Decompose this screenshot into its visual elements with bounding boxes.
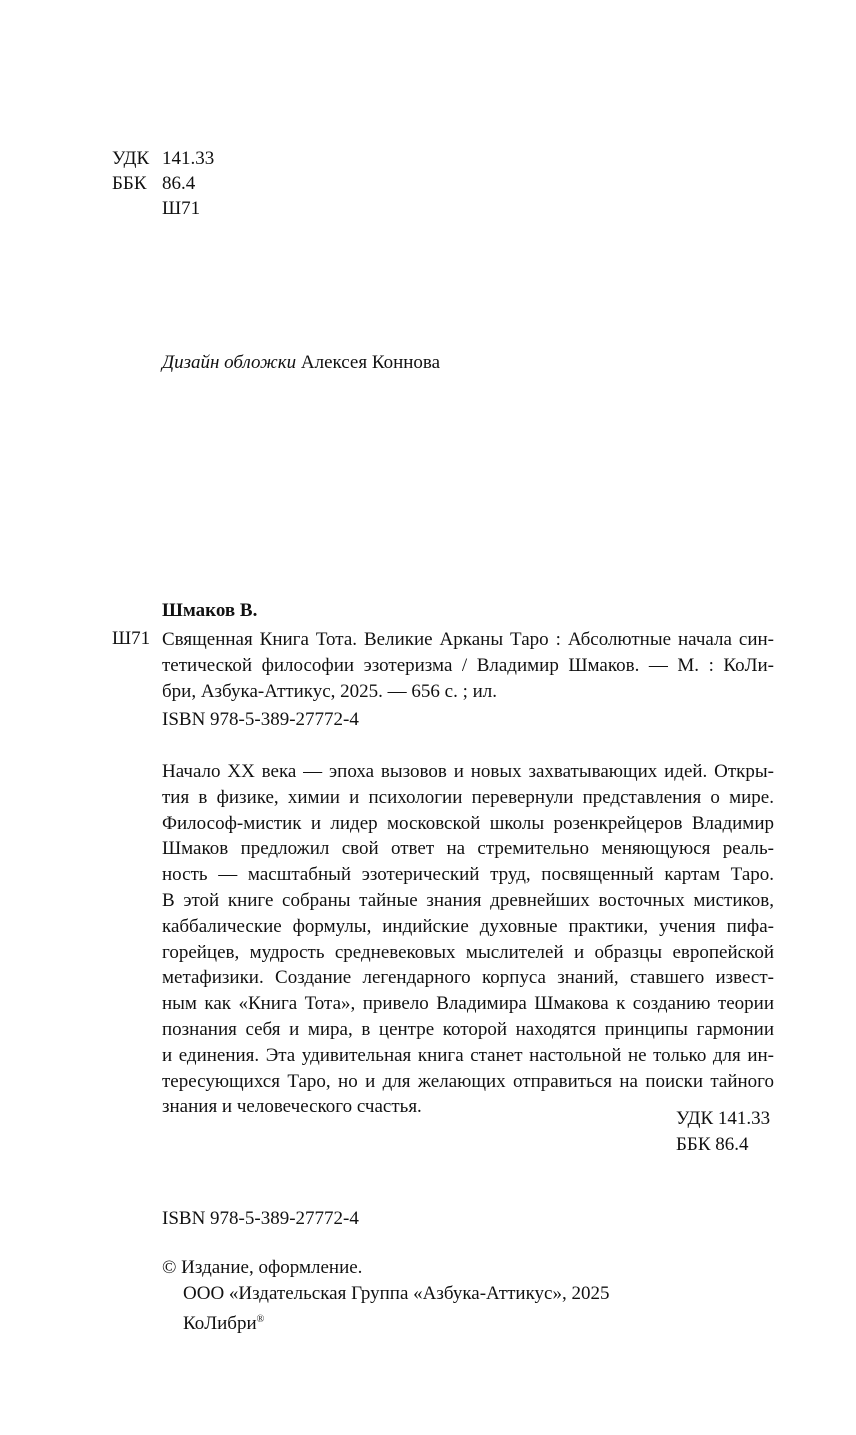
annotation-line: каббалические формулы, индийские духовные практики, учения пифа- bbox=[162, 915, 774, 937]
cover-credit-name: Алексея Коннова bbox=[300, 352, 441, 373]
author-heading: Шмаков В. bbox=[162, 600, 258, 621]
annotation-line: Философ-мистик и лидер московской школы розенкрейцеров Владимир bbox=[162, 812, 774, 834]
author-mark: Ш71 bbox=[162, 198, 201, 219]
bbk-value: 86.4 bbox=[162, 173, 196, 194]
annotation-line: метафизики. Создание легендарного корпуса знаний, ставшего извест- bbox=[162, 967, 774, 989]
description-line: тетической философии эзотеризма / Владимир Шмаков. — М. : КоЛи- bbox=[162, 654, 774, 676]
udk-label: УДК bbox=[112, 148, 150, 169]
annotation-line: тересующихся Таро, но и для желающих отправиться на поиски тайного bbox=[162, 1070, 774, 1092]
cover-credit-role: Дизайн обложки bbox=[162, 352, 297, 373]
udk-value: 141.33 bbox=[162, 148, 215, 169]
annotation-line: ность — масштабный эзотерический труд, посвященный картам Таро. bbox=[162, 864, 774, 886]
description-line: Священная Книга Тота. Великие Арканы Таро : Абсолютные начала син- bbox=[162, 629, 774, 650]
copyright-block bbox=[162, 1255, 609, 1337]
annotation-line: знания и человеческого счастья. bbox=[162, 1096, 422, 1118]
bbk-row bbox=[112, 171, 214, 196]
classification-bottom bbox=[676, 1106, 770, 1158]
registered-mark: ® bbox=[256, 1314, 265, 1325]
record-author-mark: Ш71 bbox=[112, 628, 151, 649]
author-mark-row bbox=[112, 196, 214, 221]
bibliographic-description bbox=[162, 627, 774, 704]
classification-top bbox=[112, 146, 214, 221]
bbk-bottom: ББК 86.4 bbox=[676, 1134, 749, 1155]
annotation bbox=[162, 759, 774, 1120]
udk-row bbox=[112, 146, 214, 171]
description-line: бри, Азбука-Аттикус, 2025. — 656 с. ; ил. bbox=[162, 680, 498, 702]
annotation-line: горейцев, мудрость средневековых мыслителей и образцы европейской bbox=[162, 941, 774, 963]
copyright-line3 bbox=[162, 1307, 609, 1337]
record-isbn: ISBN 978-5-389-27772-4 bbox=[162, 709, 359, 730]
publisher-imprint: КоЛибри bbox=[183, 1313, 257, 1334]
annotation-line: познания себя и мира, в центре которой находятся принципы гармонии bbox=[162, 1018, 774, 1040]
annotation-line: ным как «Книга Тота», привело Владимира Шмакова к созданию теории bbox=[162, 993, 774, 1015]
annotation-line: Начало XX века — эпоха вызовов и новых захватывающих идей. Откры- bbox=[162, 761, 774, 782]
annotation-line: тия в физике, химии и психологии перевернули представления о мире. bbox=[162, 786, 774, 808]
annotation-line: и единения. Эта удивительная книга станет настольной не только для ин- bbox=[162, 1044, 774, 1066]
cover-credit bbox=[162, 352, 440, 374]
udk-bottom: УДК 141.33 bbox=[676, 1108, 771, 1129]
copyright-line1: © Издание, оформление. bbox=[162, 1257, 363, 1278]
footer-isbn: ISBN 978-5-389-27772-4 bbox=[162, 1208, 359, 1229]
bbk-label: ББК bbox=[112, 173, 147, 194]
annotation-line: Шмаков предложил свой ответ на стремительно меняющуюся реаль- bbox=[162, 838, 774, 860]
annotation-line: В этой книге собраны тайные знания древнейших восточных мистиков, bbox=[162, 889, 774, 911]
copyright-line2: ООО «Издательская Группа «Азбука-Аттикус», 2025 bbox=[183, 1283, 610, 1304]
